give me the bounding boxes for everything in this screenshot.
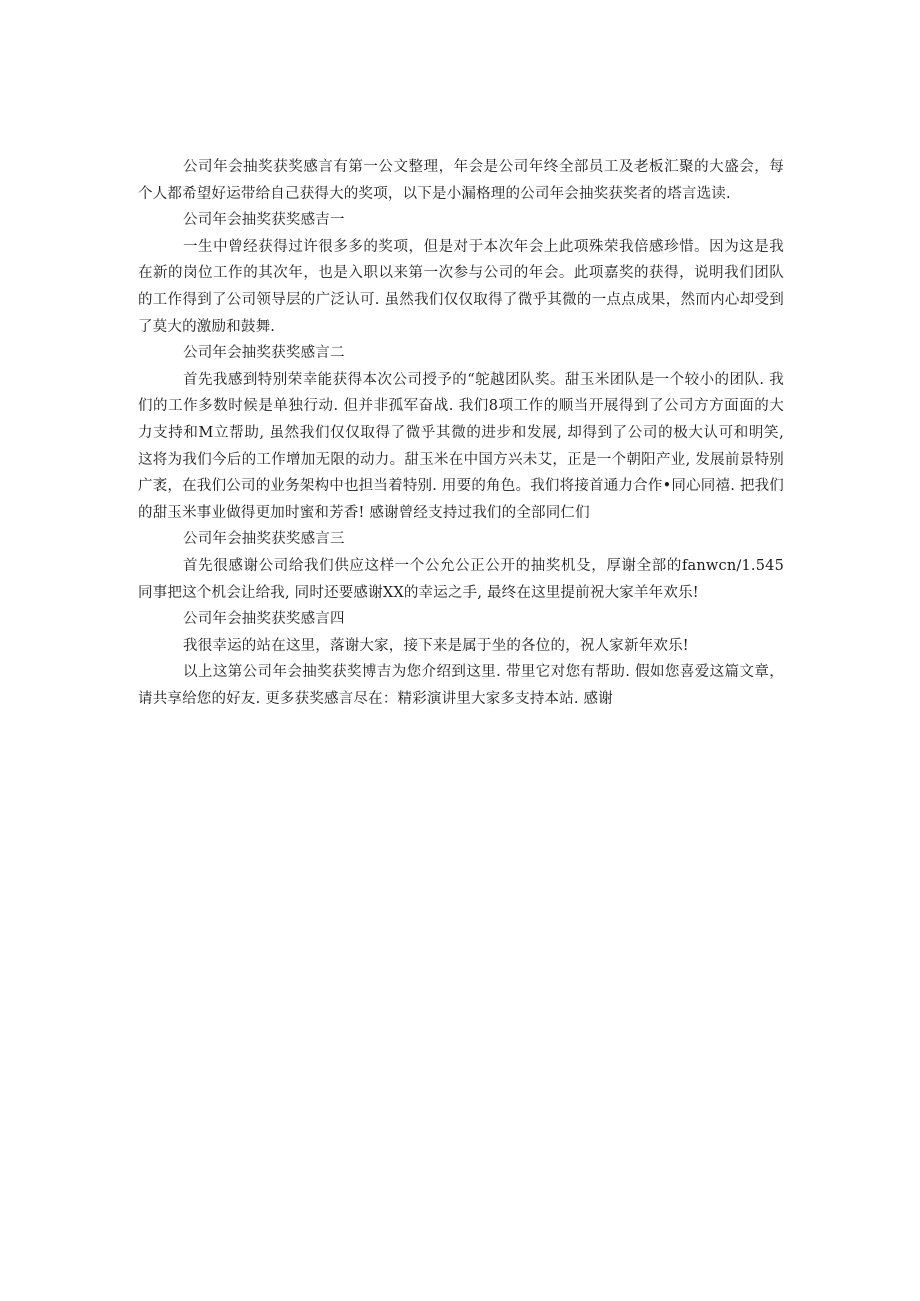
speech-paragraph-1: 一生中曾经获得过许很多多的奖项，但是对于本次年会上此项殊荣我倍感珍惜。因为这是我在新的岗位工作的其次年，也是入职以来第一次参与公司的年会。此项嘉奖的获得，说明我们团队的工作得到了公司领导层的广泛认可. 虽然我们仅仅取得了微乎其微的一点点成果，然而内心却受到了莫大的激励和鼓舞.: [138, 238, 784, 335]
document-body: [138, 154, 784, 712]
section-heading-2: 公司年会抽奖获奖感言二: [183, 345, 345, 362]
speech-paragraph-4: 我很幸运的站在这里，落谢大家，接下来是属于坐的各位的，祝人家新年欢乐!: [183, 637, 689, 654]
speech-paragraph-3: 首先很感谢公司给我们供应这样一个公允公正公开的抽奖机殳，厚谢全部的fanwcn∕1.545同事把这个机会让给我, 同时还要感谢XX的幸运之手, 最终在这里提前祝大家羊年欢乐!: [138, 557, 784, 601]
speech-paragraph-2: 首先我感到特别荣幸能获得本次公司授予的“鸵越团队奖。甜玉米团队是一个较小的团队. 我们的工作多数时候是单独行动. 但并非孤军奋战. 我们8项工作的顺当开展得到了公司方方面面的大力支持和M立帮助, 虽然我们仅仅取得了微乎其微的进步和发展, 却得到了公司的极大认可和明笑, 这将为我们今后的工作增加无限的动力。甜玉米在中国方兴未艾，正是一个朝阳产业, 发展前景特别广袤，在我们公司的业务架构中也担当着特别. 用要的角色。我们将接首通力合作•同心同禧. 把我们的甜玉米事业做得更加时蜜和芳香! 感谢曾经支持过我们的全部同仁们: [138, 371, 784, 521]
intro-paragraph: 公司年会抽奖获奖感言有第一公文整理，年会是公司年终全部员工及老板汇聚的大盛会，每个人都希望好运带给自己获得大的奖项，以下是小漏格理的公司年会抽奖获奖者的塔言选读.: [138, 159, 784, 202]
section-heading-3: 公司年会抽奖获奖感言三: [183, 531, 345, 548]
section-heading-4: 公司年会抽奖获奖感言四: [183, 611, 345, 628]
section-heading-1: 公司年会抽奖获奖感吉一: [183, 212, 345, 229]
closing-paragraph: 以上这第公司年会抽奖获奖博吉为您介绍到这里. 带里它对您有帮助. 假如您喜爱这篇文章，请共享给您的好友. 更多获奖感言尽在：精彩演讲里大家多支持本站. 感谢: [138, 664, 784, 707]
